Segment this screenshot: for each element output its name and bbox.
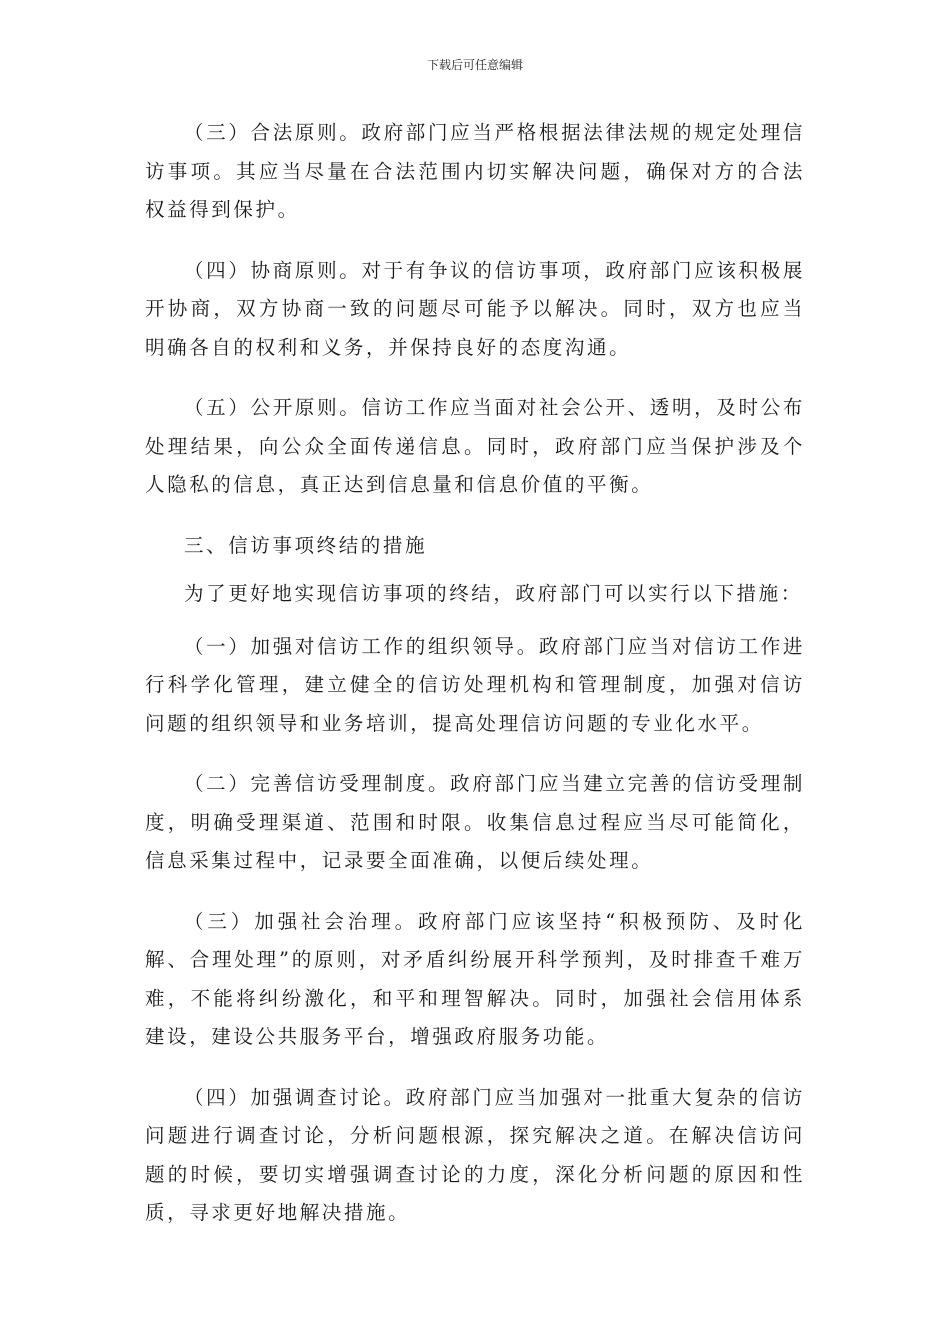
section-heading: 三、信访事项终结的措施 [184,533,428,557]
measure-item-1: （一）加强对信访工作的组织领导。政府部门应当对信访工作进行科学化管理，建立健全的信访处理机构和管理制度，加强对信访问题的组织领导和业务培训，提高处理信访问题的专业化水平。 [145,634,805,735]
measure-item-3: （三）加强社会治理。政府部门应该坚持“积极预防、及时化解、合理处理”的原则，对矛盾纠纷展开科学预判，及时排查千难万难，不能将纠纷激化，和平和理智解决。同时，加强社会信用体系建设，建设公共服务平台，增强政府服务功能。 [145,909,805,1048]
measure-item-2: （二）完善信访受理制度。政府部门应当建立完善的信访受理制度，明确受理渠道、范围和时限。收集信息过程应当尽可能简化，信息采集过程中，记录要全面准确，以便后续处理。 [145,772,805,872]
section-intro: 为了更好地实现信访事项的终结，政府部门可以实行以下措施： [184,582,803,605]
paragraph-principle-negotiation: （四）协商原则。对于有争议的信访事项，政府部门应该积极展开协商，双方协商一致的问题尽可能予以解决。同时，双方也应当明确各自的权利和义务，并保持良好的态度沟通。 [145,258,805,359]
paragraph-principle-openness: （五）公开原则。信访工作应当面对社会公开、透明，及时公布处理结果，向公众全面传递信息。同时，政府部门应当保护涉及个人隐私的信息，真正达到信息量和信息价值的平衡。 [145,396,805,496]
paragraph-principle-legal: （三）合法原则。政府部门应当严格根据法律法规的规定处理信访事项。其应当尽量在合法范围内切实解决问题，确保对方的合法权益得到保护。 [145,121,805,221]
document-body [145,114,805,1255]
page-header-note: 下载后可任意编辑 [426,58,523,72]
measure-item-4: （四）加强调查讨论。政府部门应当加强对一批重大复杂的信访问题进行调查讨论，分析问题根源，探究解决之道。在解决信访问题的时候，要切实增强调查讨论的力度，深化分析问题的原因和性质，寻求更好地解决措施。 [145,1085,805,1224]
